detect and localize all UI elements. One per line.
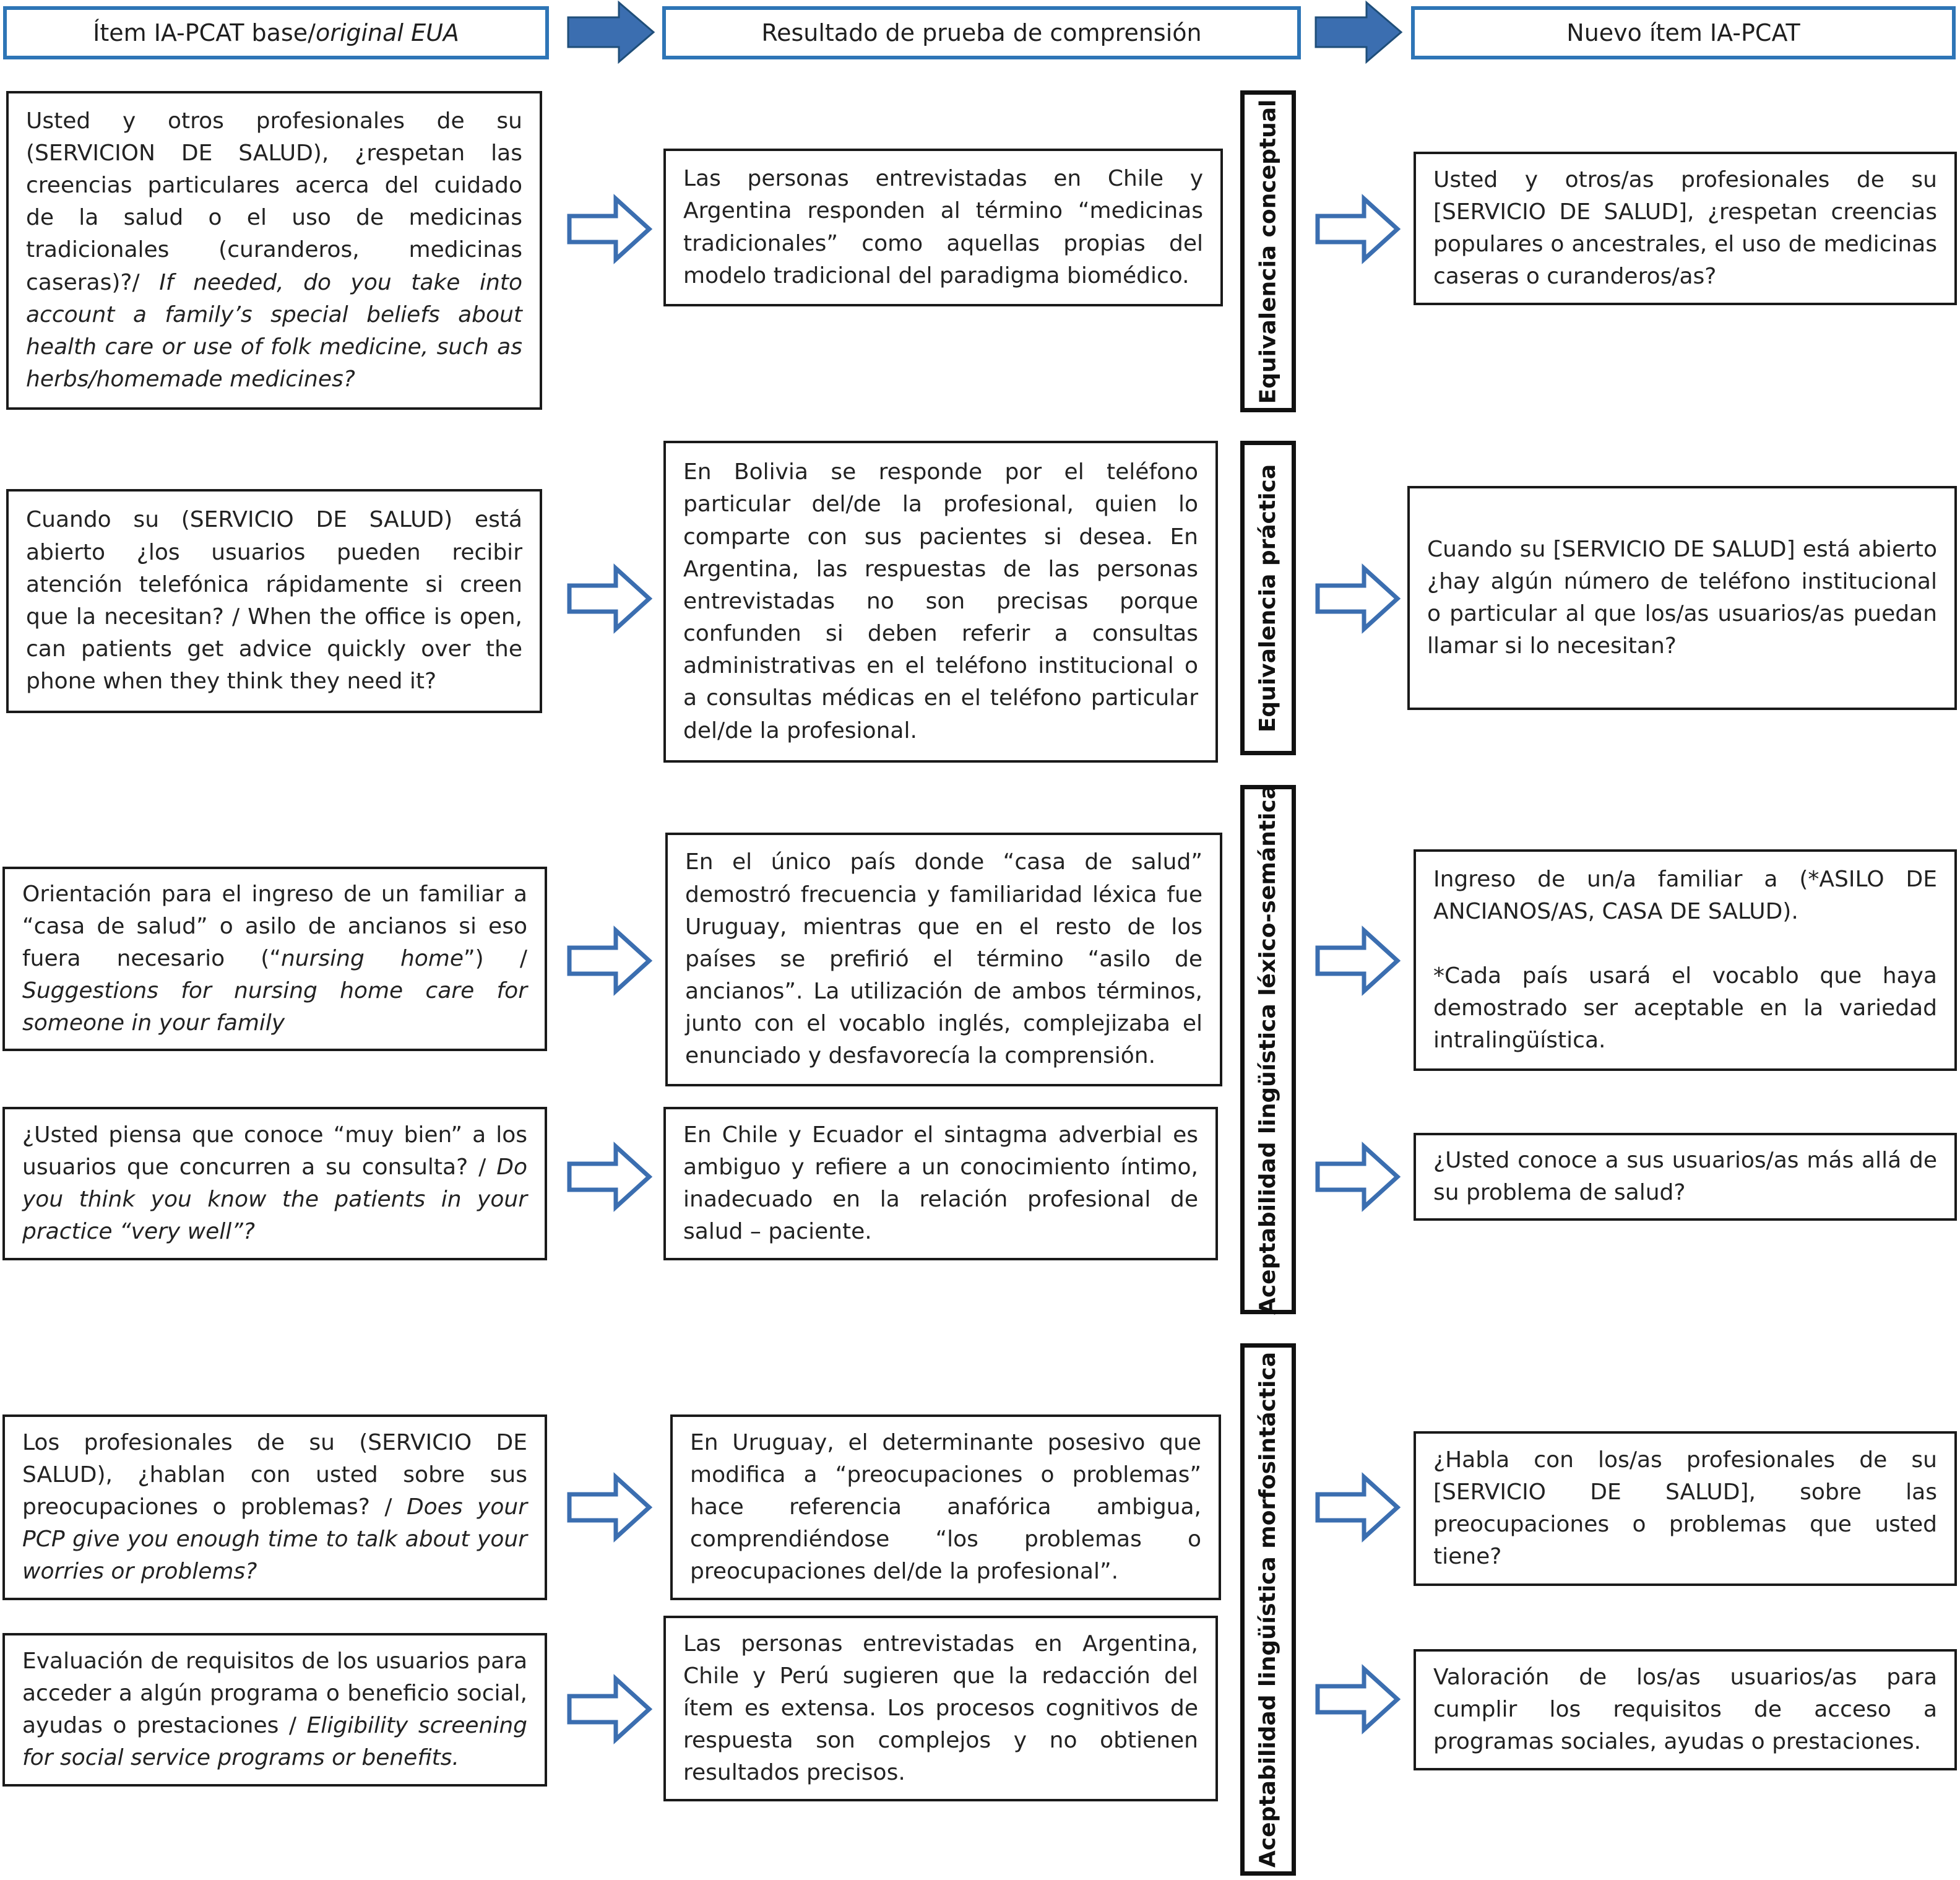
header-new-item — [1411, 6, 1956, 59]
base-item-2-text: Cuando su (SERVICIO DE SALUD) está abierto ¿los usuarios pueden recibir atención telefónica rápidamente si creen que la necesitan? / When the office is open, can patients get advice quickly over the phone when they think they need it? — [26, 507, 522, 695]
header-base-item-sep: / — [308, 19, 316, 46]
result-4 — [663, 1107, 1218, 1260]
result-1-text: Las personas entrevistadas en Chile y Argentina responden al término “medicinas tradicionales” como aquellas propias del modelo tradicional del paradigma biomédico. — [683, 166, 1203, 288]
new-item-2-text: Cuando su [SERVICIO DE SALUD] está abierto ¿hay algún número de teléfono institucional o particular al que los/as usuarios/as puedan llamar si lo necesitan? — [1427, 536, 1937, 659]
arrow-row-5-b — [1315, 1473, 1401, 1541]
base-item-5-en: Does your PCP give you enough time to talk about your worries or problems? — [22, 1494, 528, 1585]
arrow-row-4-a — [566, 1143, 653, 1211]
category-conceptual — [1240, 90, 1296, 412]
arrow-row-1-b — [1315, 195, 1401, 263]
category-practica-label: Equivalencia práctica — [1255, 464, 1281, 732]
base-item-3 — [2, 867, 547, 1051]
result-4-text: En Chile y Ecuador el sintagma adverbial es ambiguo y refiere a un conocimiento íntimo, inadecuado en la relación profesional de salud – paciente. — [683, 1122, 1198, 1245]
base-item-1-en: If needed, do you take into account a family’s special beliefs about health care or use of folk medicine, such as herbs/homemade medicines? — [26, 269, 522, 392]
new-item-5 — [1414, 1431, 1957, 1586]
new-item-6-text: Valoración de los/as usuarios/as para cumplir los requisitos de acceso a programas sociales, ayudas o prestaciones. — [1433, 1664, 1937, 1755]
category-lexico-semantica — [1240, 785, 1296, 1314]
category-conceptual-label: Equivalencia conceptual — [1255, 99, 1281, 404]
result-6-text: Las personas entrevistadas en Argentina, Chile y Perú sugieren que la redacción del ítem es extensa. Los procesos cognitivos de respuesta son complejos y no obtienen resultados precisos. — [683, 1631, 1198, 1786]
header-base-item-italic: original EUA — [315, 19, 459, 46]
result-6 — [663, 1616, 1218, 1801]
new-item-4-text: ¿Usted conoce a sus usuarios/as más allá de su problema de salud? — [1433, 1147, 1937, 1205]
base-item-3-es: Orientación para el ingreso de un familiar a “casa de salud” o asilo de ancianos si eso fuera necesario (“ — [22, 881, 527, 971]
new-item-5-text: ¿Habla con los/as profesionales de su [SERVICIO DE SALUD], sobre las preocupaciones o problemas que usted tiene? — [1433, 1447, 1937, 1570]
result-3 — [665, 833, 1222, 1086]
base-item-6-es: Evaluación de requisitos de los usuarios para acceder a algún programa o beneficio social, ayudas o prestaciones / — [22, 1648, 527, 1738]
header-base-item — [3, 6, 549, 59]
new-item-6 — [1414, 1649, 1957, 1770]
category-practica — [1240, 441, 1296, 755]
new-item-2 — [1407, 486, 1957, 710]
base-item-1 — [6, 91, 542, 410]
new-item-4 — [1414, 1133, 1957, 1221]
base-item-4-es: ¿Usted piensa que conoce “muy bien” a los usuarios que concurren a su consulta? / — [22, 1122, 527, 1180]
new-item-3-note: *Cada país usará el vocablo que haya demostrado ser aceptable en la variedad intralingüística. — [1433, 963, 1937, 1054]
base-item-1-sep: / — [132, 269, 160, 295]
arrow-row-2-a — [566, 565, 653, 633]
header-result — [662, 6, 1301, 59]
base-item-6-en: Eligibility screening for social service programs or benefits. — [22, 1713, 527, 1771]
result-3-text: En el único país donde “casa de salud” demostró frecuencia y familiaridad léxica fue Uruguay, mientras que en el resto de los países se prefirió el término “asilo de ancianos”. La utilización de ambos términos, junto con el vocablo inglés, complejizaba el enunciado y desfavorecía la comprensión. — [685, 849, 1202, 1069]
arrow-row-3-b — [1315, 927, 1401, 995]
arrow-row-6-b — [1315, 1665, 1401, 1733]
result-2-text: En Bolivia se responde por el teléfono particular del/de la profesional, quien lo comparte con sus pacientes si desea. En Argentina, las respuestas de las personas entrevistadas no son precisas porque confunden si deben referir a consultas administrativas en el teléfono institucional o a consultas médicas en el teléfono particular del/de la profesional. — [683, 459, 1198, 743]
arrow-row-1-a — [566, 195, 653, 263]
result-1 — [663, 149, 1223, 306]
arrow-row-5-a — [566, 1473, 653, 1541]
result-2 — [663, 441, 1218, 763]
new-item-3-text: Ingreso de un/a familiar a (*ASILO DE ANCIANOS/AS, CASA DE SALUD). — [1433, 866, 1937, 924]
base-item-3-en: Suggestions for nursing home care for someone in your family — [22, 978, 527, 1036]
category-morfosintactica-label: Aceptabilidad lingüística morfosintáctica — [1255, 1351, 1281, 1868]
header-arrow-1 — [564, 0, 657, 65]
base-item-4-en: Do you think you know the patients in your practice “very well”? — [22, 1154, 527, 1245]
new-item-3 — [1414, 849, 1957, 1071]
base-item-6 — [2, 1633, 547, 1787]
base-item-1-es: Usted y otros profesionales de su (SERVICION DE SALUD), ¿respetan las creencias particulares acerca del cuidado de la salud o el uso de medicinas tradicionales (curanderos, medicinas caseras)? — [26, 108, 522, 295]
new-item-3-gap — [1433, 928, 1937, 960]
new-item-1-text: Usted y otros/as profesionales de su [SERVICIO DE SALUD], ¿respetan creencias populares o ancestrales, el uso de medicinas caseras o curanderos/as? — [1433, 167, 1937, 290]
arrow-row-2-b — [1315, 565, 1401, 633]
result-5 — [670, 1414, 1221, 1600]
arrow-row-4-b — [1315, 1143, 1401, 1211]
header-new-item-text: Nuevo ítem IA-PCAT — [1566, 19, 1800, 46]
header-arrow-2 — [1312, 0, 1405, 65]
base-item-5 — [2, 1414, 547, 1600]
base-item-3-mid: ”) / — [464, 945, 527, 971]
header-base-item-text: Ítem IA-PCAT base — [93, 19, 308, 46]
base-item-3-it1: nursing home — [280, 945, 464, 971]
new-item-1 — [1414, 152, 1957, 305]
category-lexico-semantica-label: Aceptabilidad lingüística léxico-semántica — [1255, 784, 1281, 1315]
header-result-text: Resultado de prueba de comprensión — [761, 19, 1202, 46]
base-item-5-es: Los profesionales de su (SERVICIO DE SALUD), ¿hablan con usted sobre sus preocupaciones o problemas? / — [22, 1429, 527, 1520]
arrow-row-6-a — [566, 1675, 653, 1743]
base-item-4 — [2, 1107, 547, 1260]
category-morfosintactica — [1240, 1343, 1296, 1876]
base-item-2 — [6, 489, 542, 713]
arrow-row-3-a — [566, 927, 653, 995]
result-5-text: En Uruguay, el determinante posesivo que modifica a “preocupaciones o problemas” hace referencia anafórica ambigua, comprendiéndose “los problemas o preocupaciones del/de la profesional”. — [690, 1429, 1201, 1585]
